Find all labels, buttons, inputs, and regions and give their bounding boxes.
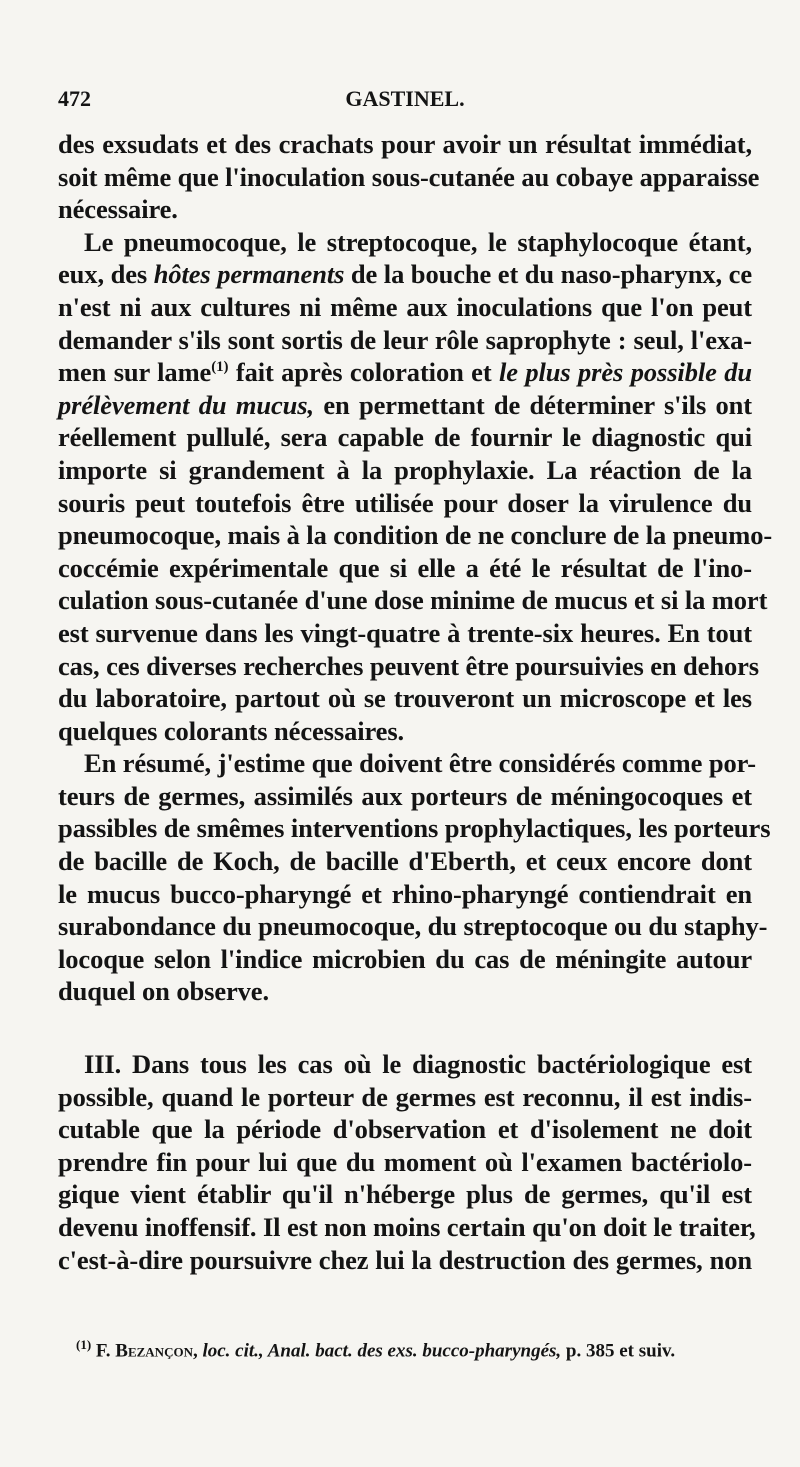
footnote: $^{(1)}$ F. Bezançon, loc. cit., Anal. bact. des exs. bucco-pharyngés, p. 385 et suiv. <box>76 1337 676 1362</box>
text-line: eux, des hôtes permanents de la bouche et du naso-pharynx, ce <box>58 259 752 290</box>
paragraph-3 <box>58 747 771 1008</box>
text-line: prélèvement du mucus, en permettant de déterminer s'ils ont <box>58 389 753 420</box>
text-line: devenu inoffensif. Il est non moins certain qu'on doit le traiter, <box>58 1212 756 1242</box>
text-line: des exsudats et des crachats pour avoir un résultat immédiat, <box>58 129 752 159</box>
text-line: réellement pullulé, sera capable de fournir le diagnostic qui <box>58 422 752 453</box>
text-line: souris peut toutefois être utilisée pour doser la virulence du <box>58 487 752 518</box>
text-line: demander s'ils sont sortis de leur rôle saprophyte : seul, l'exa- <box>58 324 752 355</box>
paragraph-2 <box>58 226 773 748</box>
footnote-marker: (1) <box>211 359 229 376</box>
text-line: de bacille de Koch, de bacille d'Eberth, et ceux encore dont <box>58 846 752 877</box>
text-line: cas, ces diverses recherches peuvent être poursuivies en dehors <box>58 650 760 681</box>
text-line: du laboratoire, partout où se trouveront un microscope et les <box>58 683 752 714</box>
running-head: GASTINEL. <box>345 86 465 111</box>
text-line: le mucus bucco-pharyngé et rhino-pharyngé contiendrait en <box>58 878 752 909</box>
text-line: possible, quand le porteur de germes est reconnu, il est indis- <box>58 1081 752 1112</box>
text-line: prendre fin pour lui que du moment où l'examen bactériolo- <box>58 1146 752 1177</box>
text-line: est survenue dans les vingt-quatre à trente-six heures. En tout <box>58 617 752 648</box>
text-line: cutable que la période d'observation et d'isolement ne doit <box>58 1114 752 1145</box>
footnote-marker: (1) <box>76 1337 92 1352</box>
text-line: culation sous-cutanée d'une dose minime de mucus et si la mort <box>58 585 768 616</box>
text-line: coccémie expérimentale que si elle a été le résultat de l'ino- <box>58 552 752 583</box>
footnote-reference: loc. cit., Anal. bact. des exs. bucco-pharyngés, <box>202 1340 562 1362</box>
text-line: quelques colorants nécessaires. <box>58 715 405 746</box>
page-header <box>58 86 752 122</box>
text-line: Le pneumocoque, le streptocoque, le staphylocoque étant, <box>84 226 752 257</box>
text-line: locoque selon l'indice microbien du cas de méningite autour <box>58 943 752 974</box>
text-line: nécessaire. <box>58 194 178 225</box>
text-line: importe si grandement à la prophylaxie. La réaction de la <box>58 454 752 485</box>
page-number: 472 <box>58 86 91 111</box>
text-line: III. Dans tous les cas où le diagnostic bactériologique est <box>84 1049 752 1080</box>
text-line: surabondance du pneumocoque, du streptocoque ou du staphy- <box>58 911 768 942</box>
italic-phrase: le plus près possible du <box>498 357 752 388</box>
italic-phrase: prélèvement du mucus, <box>58 389 315 420</box>
footnote-author: F. Bezançon <box>95 1340 193 1362</box>
body-text <box>58 128 773 1276</box>
paragraph-4 <box>58 1048 756 1276</box>
text-line: duquel on observe. <box>58 976 269 1007</box>
text-line: gique vient établir qu'il n'héberge plus de germes, qu'il est <box>58 1179 752 1210</box>
paragraph-1 <box>58 128 760 226</box>
text-line: men sur lame$^{(1)}$ fait après coloration et le plus près possible du <box>58 357 752 388</box>
text-line: n'est ni aux cultures ni même aux inoculations que l'on peut <box>58 291 752 322</box>
section-gap <box>58 1008 752 1048</box>
footnote-pages: p. 385 et suiv. <box>561 1340 676 1362</box>
text-line: En résumé, j'estime que doivent être considérés comme por- <box>84 748 757 779</box>
text-line: pneumocoque, mais à la condition de ne conclure de la pneumo- <box>58 520 773 551</box>
text-line: c'est-à-dire poursuivre chez lui la destruction des germes, non <box>58 1244 752 1275</box>
text-line: passibles de smêmes interventions prophylactiques, les porteurs <box>58 813 771 844</box>
italic-phrase: hôtes permanents <box>153 259 345 290</box>
text-line: soit même que l'inoculation sous-cutanée au cobaye apparaisse <box>58 161 760 192</box>
text-line: teurs de germes, assimilés aux porteurs de méningocoques et <box>58 780 752 811</box>
